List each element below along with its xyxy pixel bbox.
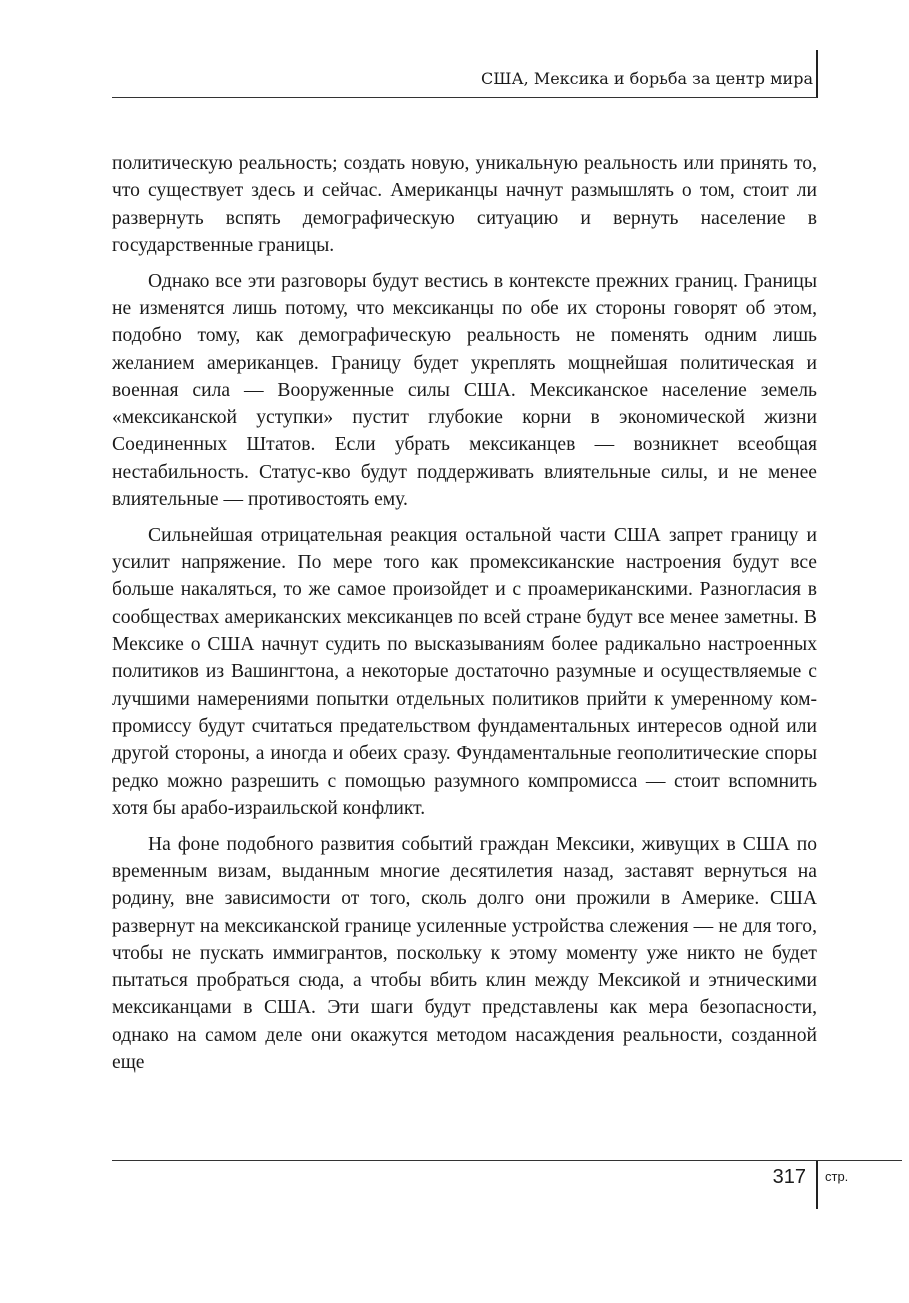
paragraph-4: На фоне подобного развития событий граждан Мексики, живущих в США по временным визам, выданным многие десятилетия назад, заставят вернуться на родину, вне зависимости от того, сколь долго они прожили в Америке. США развернут на мексиканской границе усиленные устройства слежения — не для того, чтобы не пускать иммигрантов, поскольку к этому моменту уже никто не будет пытаться пробраться сюда, а чтобы вбить клин между Мексикой и этническими мексиканцами в США. Эти шаги будут представлены как мера безопасности, однако на самом деле они окажутся методом насаждения реальности, созданной еще	[112, 833, 817, 1073]
paragraph-2: Однако все эти разговоры будут вестись в контексте прежних границ. Границы не изменятся лишь потому, что мексиканцы по обе их стороны говорят об этом, подобно тому, как демографическую реальность не поменять одним лишь желанием американцев. Границу будет укреплять мощнейшая политическая и военная сила — Вооруженные силы США. Мексиканское население земель «мексиканской уступки» пустит глубокие корни в экономической жизни Соединенных Штатов. Если убрать мексиканцев — возникнет всеобщая нестабильность. Статус-кво будут поддерживать влиятельные силы, и не менее влиятельные — противостоять ему.	[112, 270, 817, 511]
footer-rule	[112, 1160, 902, 1161]
body-text	[112, 150, 817, 1085]
paragraph-3: Сильнейшая отрицательная реакция остальной части США запрет границу и усилит напряжение. По мере того как промексиканские настроения будут все больше накаляться, то же самое произойдет и с проамериканскими. Разногласия в сообществах американских мексиканцев по всей стране будут все менее заметны. В Мексике о США начнут судить по высказываниям более радикально настроенных политиков из Вашингтона, а некоторые достаточно разумные и осуществляемые с лучшими намерениями попытки отдельных политиков прийти к умеренному компромиссу будут считаться предательством фундаментальных интересов одной или другой стороны, а иногда и обеих сразу. Фундаментальные геополитические споры редко можно разрешить с помощью разумного компромисса — стоит вспомнить хотя бы арабо-израильской конфликт.	[112, 524, 817, 819]
header-divider-bar	[816, 50, 818, 98]
page-number: 317	[772, 1166, 806, 1188]
page-number-suffix: стр.	[825, 1169, 849, 1184]
header-rule	[112, 97, 817, 98]
running-header-title: США, Мексика и борьба за центр мира	[481, 69, 813, 88]
paragraph-1: политическую реальность; создать новую, уникальную реальность или принять то, что существует здесь и сейчас. Американцы начнут размышлять о том, стоит ли развернуть вспять демографическую ситуацию и вернуть население в государственные границы.	[112, 153, 817, 256]
footer-divider-bar	[816, 1161, 818, 1209]
